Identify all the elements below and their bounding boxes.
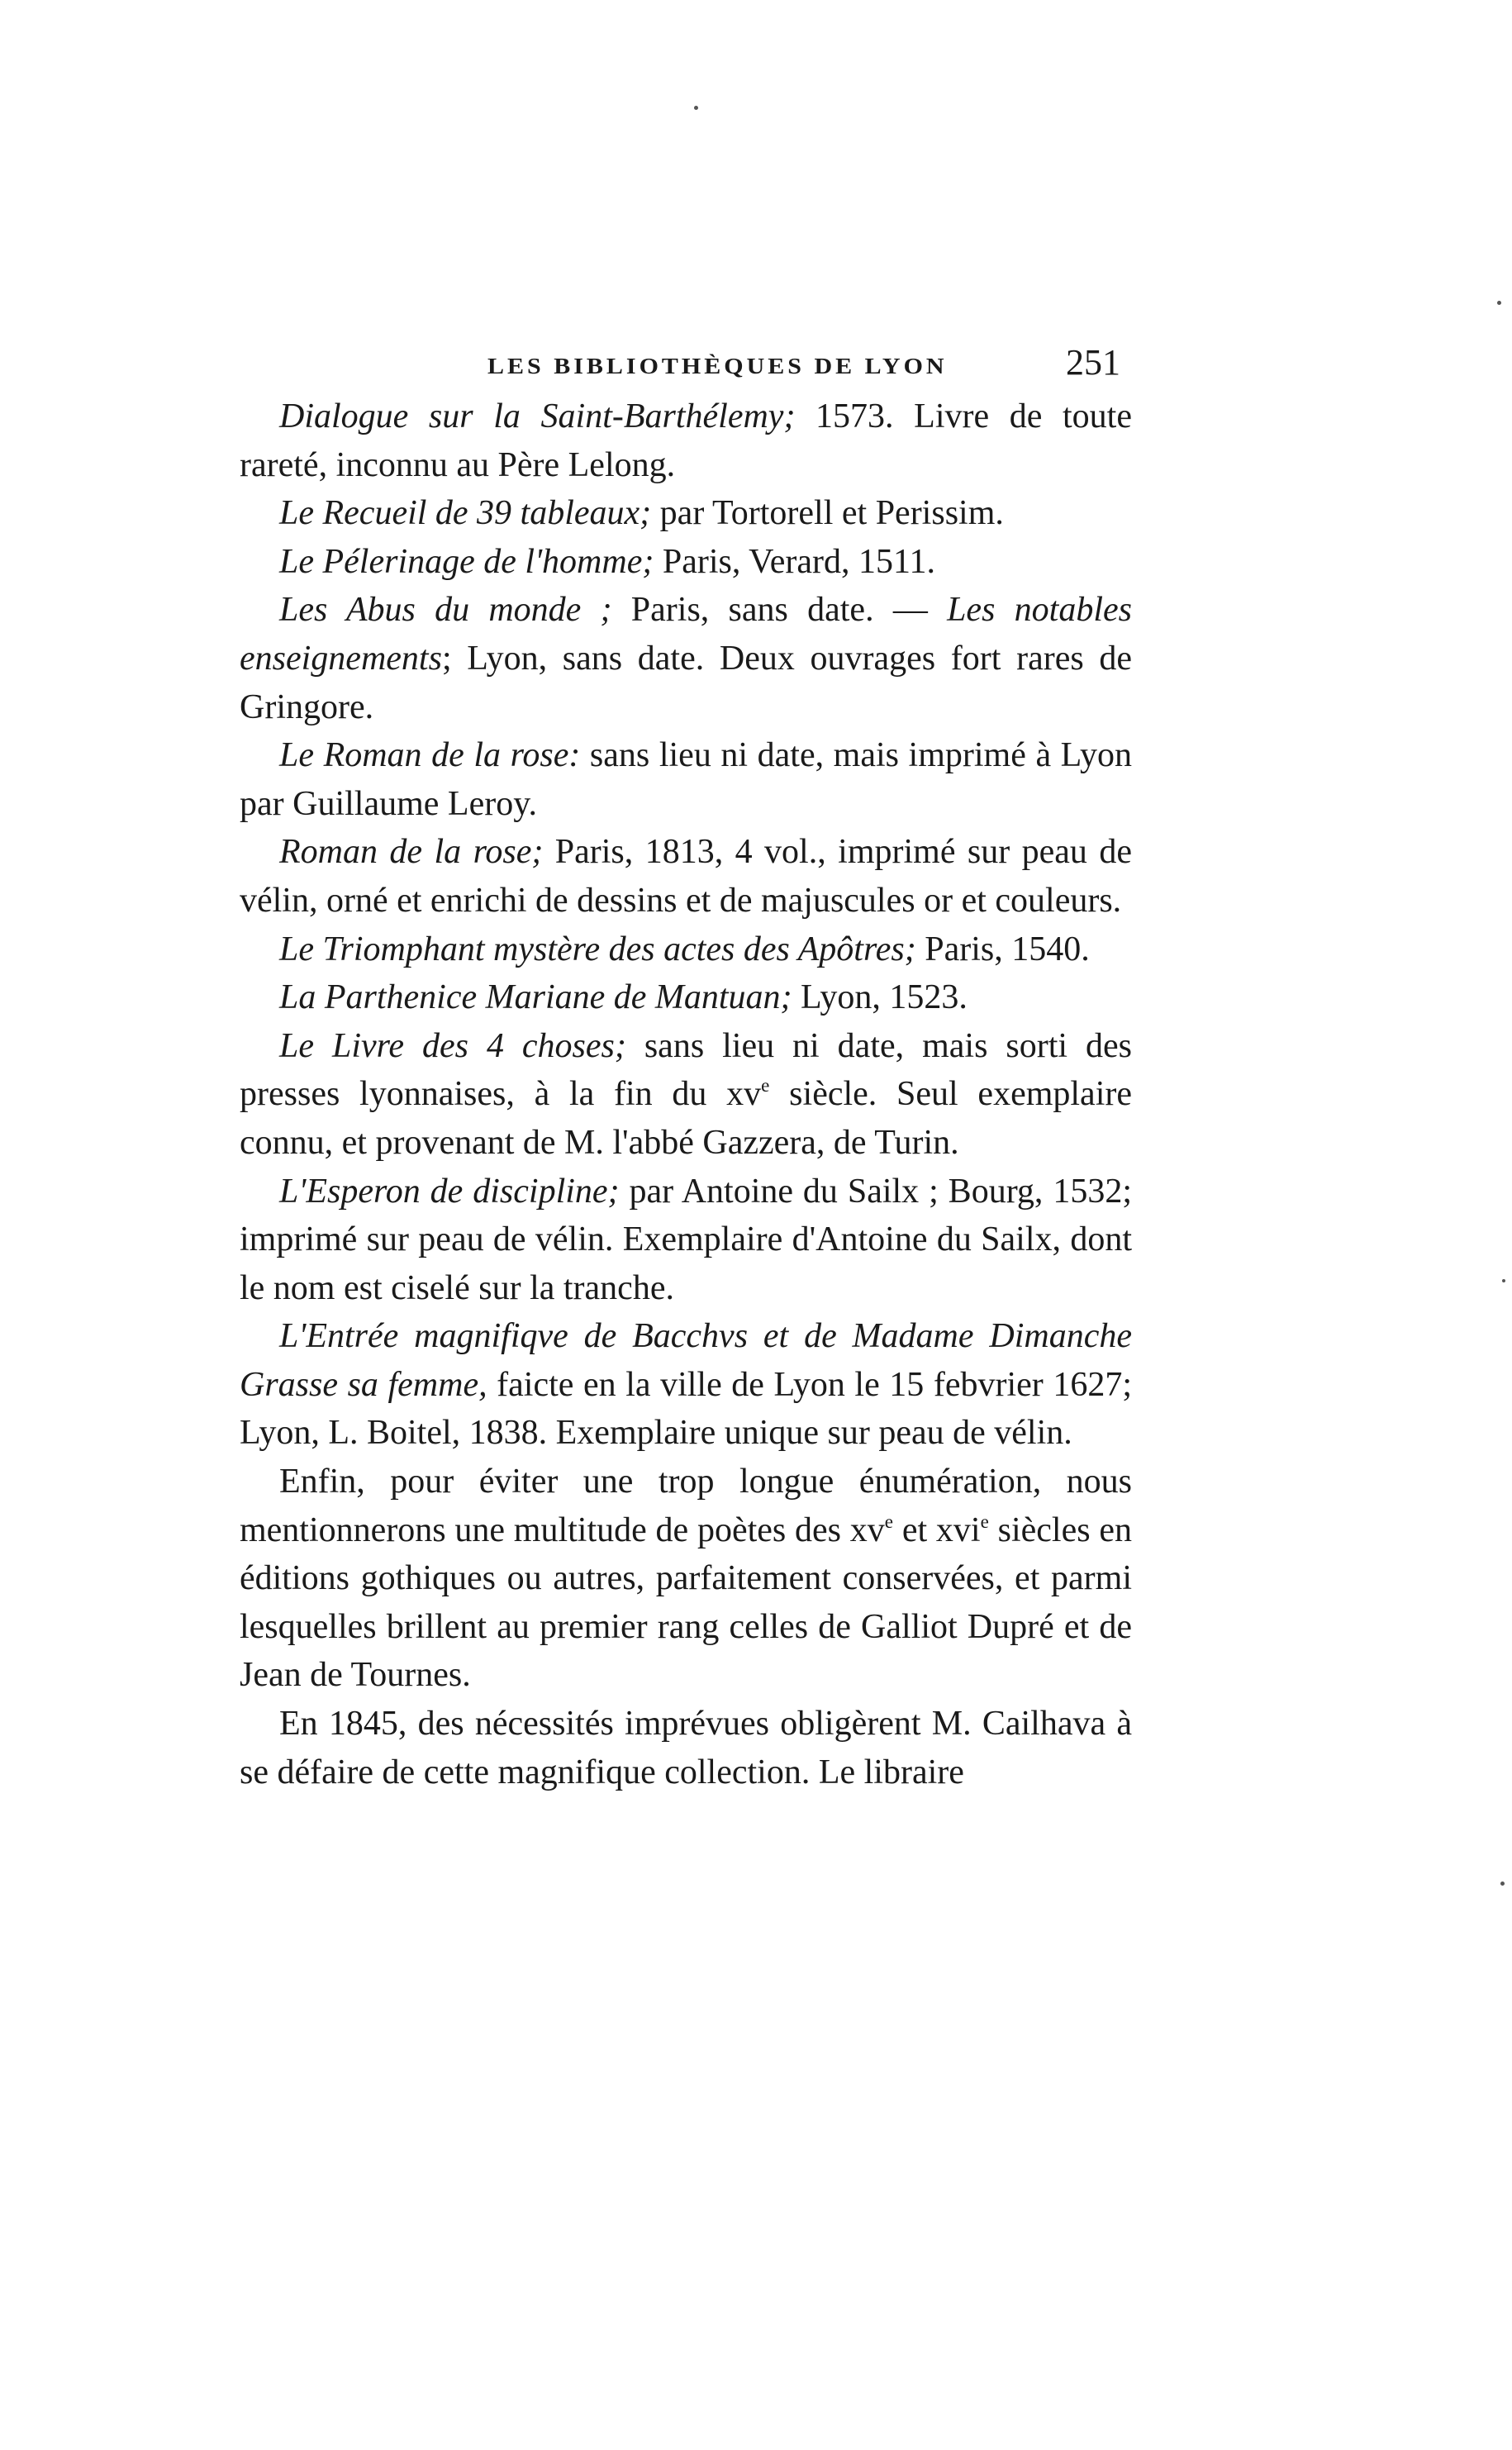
entry-text-second: ; Lyon, sans date. Deux ouvrages fort rares de Gringore. xyxy=(240,639,1132,726)
paragraph-text: siècles en éditions gothiques ou autres, parfaitement conservées, et parmi lesquelles brillent au premier rang celles de Galliot Dupré et de Jean de Tournes. xyxy=(240,1510,1132,1695)
entry-text: par Tortorell et Perissim. xyxy=(651,494,1004,533)
print-speck xyxy=(1502,1279,1505,1282)
entry-title: L'Entrée magnifiqve de Bacchvs et de Madame Dimanche Grasse sa femme, xyxy=(240,1317,1132,1404)
entry-paragraph xyxy=(240,1022,1132,1168)
print-speck xyxy=(694,106,698,110)
entry-text: sans lieu ni date, mais imprimé à Lyon par Guillaume Leroy. xyxy=(240,736,1132,823)
entry-title: La Parthenice Mariane de Mantuan; xyxy=(279,978,792,1017)
entry-title: Roman de la rose; xyxy=(279,833,544,872)
entry-title: Les Abus du monde ; xyxy=(279,591,612,630)
entry-paragraph xyxy=(240,586,1132,731)
superscript: e xyxy=(980,1510,989,1532)
entry-text: sans lieu ni date, mais sorti des presses lyonnaises, à la fin du xv xyxy=(240,1026,1132,1114)
entry-paragraph xyxy=(240,538,1132,587)
paragraph-enfin xyxy=(240,1458,1132,1700)
entry-text: faicte en la ville de Lyon le 15 febvrier 1627; Lyon, L. Boitel, 1838. Exemplaire unique sur peau de vélin. xyxy=(240,1365,1132,1453)
entry-text: Lyon, 1523. xyxy=(792,978,968,1017)
entry-text: par Antoine du Sailx ; Bourg, 1532; imprimé sur peau de vélin. Exemplaire d'Antoine du Sailx, dont le nom est ciselé sur la tranche. xyxy=(240,1172,1133,1307)
entry-paragraph xyxy=(240,392,1132,489)
entry-title: Le Triomphant mystère des actes des Apôtres; xyxy=(279,930,916,968)
print-speck xyxy=(1497,301,1501,305)
entry-text: 1573. Livre de toute rareté, inconnu au Père Lelong. xyxy=(240,397,1132,484)
entry-paragraph xyxy=(240,828,1132,925)
entry-text: Paris, sans date. — xyxy=(611,591,948,630)
entry-paragraph xyxy=(240,489,1132,538)
paragraph-text: En 1845, des nécessités imprévues obligèrent M. Cailhava à se défaire de cette magnifique collection. Le libraire xyxy=(240,1705,1132,1791)
entry-title: Le Pélerinage de l'homme; xyxy=(279,542,654,581)
paragraph-text: Enfin, pour éviter une trop longue énumération, nous mentionnerons une multitude de poètes des xv xyxy=(240,1463,1132,1549)
entry-text: Paris, 1813, 4 vol., imprimé sur peau de vélin, orné et enrichi de dessins et de majuscules or et couleurs. xyxy=(240,833,1132,920)
entry-paragraph xyxy=(240,1312,1132,1458)
entry-text: Paris, 1540. xyxy=(915,930,1090,968)
entry-title: Le Roman de la rose: xyxy=(279,736,581,775)
superscript: e xyxy=(761,1074,770,1097)
print-speck xyxy=(1500,1882,1505,1886)
entry-title: L'Esperon de discipline; xyxy=(279,1172,620,1211)
page-header xyxy=(240,335,1132,392)
entry-paragraph xyxy=(240,925,1132,974)
entry-title-second: Les notables enseignements xyxy=(240,591,1132,678)
entry-title: Le Livre des 4 choses; xyxy=(279,1026,626,1065)
entry-title: Dialogue sur la Saint-Barthélemy; xyxy=(279,397,796,435)
superscript: e xyxy=(884,1510,894,1532)
page-number: 251 xyxy=(1066,342,1120,383)
running-head: LES BIBLIOTHÈQUES DE LYON xyxy=(487,354,948,379)
entry-text-cont: siècle. Seul exemplaire connu, et provenant de M. l'abbé Gazzera, de Turin. xyxy=(240,1075,1132,1162)
body-text xyxy=(240,392,1132,1796)
paragraph-text: et xvi xyxy=(893,1510,981,1549)
entry-paragraph xyxy=(240,731,1132,828)
entry-paragraph xyxy=(240,973,1132,1022)
entry-text: Paris, Verard, 1511. xyxy=(654,542,935,581)
entry-paragraph xyxy=(240,1168,1132,1313)
paragraph-en1845 xyxy=(240,1700,1132,1796)
entry-title: Le Recueil de 39 tableaux; xyxy=(279,494,652,533)
